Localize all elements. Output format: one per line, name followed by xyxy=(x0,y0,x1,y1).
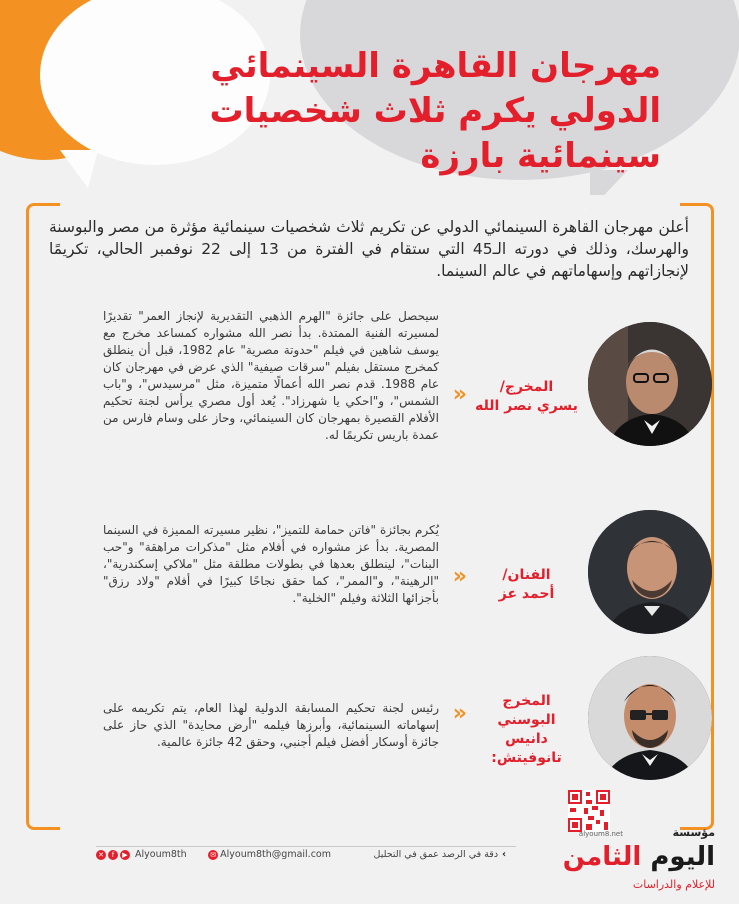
portrait-photo-ahmed-ezz xyxy=(588,510,712,634)
chevron-left-icon: « xyxy=(452,564,467,589)
brand-name-part: اليوم xyxy=(641,842,715,872)
email-text: Alyoum8th@gmail.com xyxy=(220,849,331,860)
title-line: مهرجان القاهرة السينمائي xyxy=(210,46,661,86)
youtube-icon[interactable]: ▶ xyxy=(120,850,130,860)
footer-tagline xyxy=(374,849,506,860)
person-role: المخرج/ xyxy=(499,379,554,395)
facebook-icon[interactable]: f xyxy=(108,850,118,860)
person-portrait-icon xyxy=(588,656,712,780)
intro-text: أعلن مهرجان القاهرة السينمائي الدولي عن تكريم ثلاث شخصيات سينمائية مؤثرة من مصر والبوسنة والهرسك، وذلك في دورته الـ45 التي ستقام في الفترة من 13 إلى 22 نوفمبر الحالي، تكريمًا لإنجازاتهم وإسهاماتهم في عالم السينما. xyxy=(49,218,689,280)
email-icon: ✉ xyxy=(208,850,218,860)
chevron-right-icon: › xyxy=(502,849,506,860)
title-line: الدولي يكرم ثلاث شخصيات xyxy=(209,91,661,131)
person-name: يسري نصر الله xyxy=(475,398,578,414)
person-name: أحمد عز xyxy=(498,586,555,602)
person-role: الفنان/ xyxy=(502,567,551,583)
portrait-photo-yousry xyxy=(588,322,712,446)
brand-logo xyxy=(505,826,715,896)
title-line: سينمائية بارزة xyxy=(420,136,661,176)
footer xyxy=(96,849,506,867)
person-name: البوسني دانيس تانوفيتش: xyxy=(491,712,562,766)
person-bio-ahmed-ezz: يُكرم بجائزة "فاتن حمامة للتميز"، نظير مسيرته المميزة في السينما المصرية. بدأ عز مشواره في أفلام مثل "مذكرات مراهقة" و"حب البنات"، لينطلق بعدها في بطولات مطلقة مثل "ملاكي إسكندرية"، "الرهينة"، و"الممر"، كما حقق نجاحًا كبيرًا في أفلام "ولاد رزق" بأجزائها الثلاثة وفيلم "الخلية". xyxy=(103,523,439,605)
handle-text: Alyoum8th xyxy=(135,849,187,860)
person-role: المخرج xyxy=(502,693,551,709)
chevron-left-icon: « xyxy=(452,382,467,407)
chevron-left-icon: « xyxy=(452,701,467,726)
person-portrait-icon xyxy=(588,510,712,634)
person-name-danis-tanovic xyxy=(474,692,579,768)
portrait-photo-danis-tanovic xyxy=(588,656,712,780)
page-title xyxy=(101,44,661,179)
brand-prefix: مؤسسة xyxy=(672,826,715,839)
brand-name xyxy=(563,842,715,872)
decor-bubble-tail xyxy=(60,150,98,188)
tagline-text: دقة في الرصد عمق في التحليل xyxy=(373,849,499,860)
brand-name-part: الثامن xyxy=(562,842,642,872)
person-bio-danis-tanovic: رئيس لجنة تحكيم المسابقة الدولية لهذا العام، يتم تكريمه على إسهاماته السينمائية، وأبرزها فيلمه "أرض محايدة" الذي حاز على جائزة أوسكار أفضل فيلم أجنبي، وحقق 42 جائزة عالمية. xyxy=(103,701,439,749)
footer-email[interactable] xyxy=(208,849,331,860)
brand-subtitle: للإعلام والدراسات xyxy=(632,878,715,891)
frame-gap xyxy=(60,195,680,209)
person-bio-yousry: سيحصل على جائزة "الهرم الذهبي التقديرية لإنجاز العمر" تقديرًا لمسيرته الفنية الممتدة. بدأ نصر الله مشواره كمساعد مخرج مع يوسف شاهين في فيلم "حدوتة مصرية" عام 1982، قبل أن ينطلق كمخرج مستقل بفيلم "سرقات صيفية" الذي عرض في مهرجان كان عام 1988. قدم نصر الله أعمالًا متميزة، مثل "مرسيدس"، و"باب الشمس"، و"احكي يا شهرزاد". يُعد أول مصري يرأس لجنة تحكيم الأفلام القصيرة بمهرجان كان السينمائي، وحاز على وسام فارس من عمدة باريس تكريمًا له. xyxy=(103,309,439,442)
footer-social-handle[interactable] xyxy=(96,849,187,860)
person-name-ahmed-ezz xyxy=(474,566,579,604)
person-portrait-icon xyxy=(588,322,712,446)
x-icon[interactable]: ✕ xyxy=(96,850,106,860)
brand-url: alyoum8.net xyxy=(578,830,623,838)
footer-divider xyxy=(96,846,516,847)
person-name-yousry xyxy=(474,378,579,416)
